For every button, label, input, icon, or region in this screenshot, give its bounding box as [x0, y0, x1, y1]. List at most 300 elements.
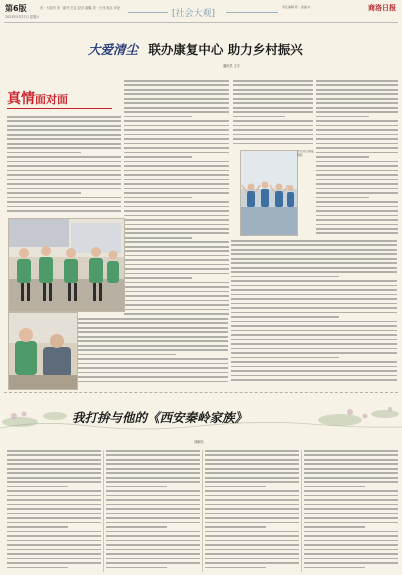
text-line — [316, 179, 398, 181]
text-line — [231, 267, 397, 269]
text-line — [316, 89, 398, 91]
text-line — [106, 540, 200, 542]
text-line — [124, 210, 229, 212]
text-line — [124, 206, 229, 208]
text-line — [124, 277, 192, 279]
text-line — [124, 295, 229, 297]
text-line — [304, 481, 398, 483]
text-line — [124, 228, 229, 230]
text-line — [7, 152, 81, 154]
text-line — [7, 522, 101, 524]
text-line — [231, 307, 397, 309]
text-line — [7, 540, 101, 542]
text-line — [106, 549, 200, 551]
text-line — [7, 495, 101, 497]
photo-volunteers-group — [8, 218, 125, 312]
text-line — [231, 325, 397, 327]
text-line — [106, 535, 200, 537]
text-line — [7, 472, 101, 474]
text-line — [106, 495, 200, 497]
header-rule-right — [226, 12, 278, 13]
photo-exercise-class — [240, 150, 298, 236]
text-line — [7, 486, 68, 488]
article1-col2 — [124, 80, 229, 320]
text-line — [124, 246, 229, 248]
text-line — [124, 219, 229, 221]
header-rule-left — [128, 12, 168, 13]
text-line — [78, 376, 228, 378]
text-line — [205, 562, 299, 564]
text-line — [78, 322, 228, 324]
text-line — [233, 116, 285, 118]
text-line — [233, 89, 313, 91]
article1-col4 — [316, 80, 398, 240]
text-line — [106, 490, 200, 492]
text-line — [106, 531, 200, 533]
text-line — [316, 125, 398, 127]
headline-text: 联办康复中心 助力乡村振兴 — [148, 42, 303, 57]
text-line — [124, 188, 229, 190]
text-line — [205, 459, 299, 461]
text-line — [304, 454, 398, 456]
text-line — [78, 318, 228, 320]
text-line — [231, 357, 339, 359]
text-line — [316, 219, 398, 221]
text-line — [106, 486, 167, 488]
text-line — [7, 201, 121, 203]
text-line — [7, 558, 101, 560]
text-line — [316, 102, 398, 104]
kicker-main: 真情 — [7, 91, 35, 107]
text-line — [124, 170, 229, 172]
text-line — [205, 508, 299, 510]
text-line — [78, 358, 228, 360]
text-line — [106, 517, 200, 519]
text-line — [124, 273, 229, 275]
text-line — [106, 499, 200, 501]
column-kicker — [7, 88, 68, 108]
text-line — [231, 258, 397, 260]
text-line — [7, 156, 121, 158]
text-line — [205, 535, 299, 537]
text-line — [231, 379, 397, 381]
photo-exercise-image — [241, 151, 297, 235]
text-line — [231, 366, 397, 368]
text-line — [231, 348, 397, 350]
article2-byline: 刘新民 — [194, 440, 204, 444]
text-line — [231, 316, 339, 318]
text-line — [233, 138, 313, 140]
text-line — [205, 567, 266, 569]
text-line — [316, 156, 369, 158]
text-line — [78, 381, 228, 383]
text-line — [233, 129, 313, 131]
text-line — [231, 303, 397, 305]
edition-list: 首 · 大周刊 首 · 副刊 关注 经济 融媒 首 · 大刊 视点 评论 — [40, 6, 120, 10]
page-header — [0, 0, 402, 28]
text-line — [7, 188, 121, 190]
article2-col2 — [106, 450, 200, 572]
text-line — [205, 504, 299, 506]
text-line — [231, 289, 397, 291]
text-line — [316, 138, 398, 140]
text-line — [7, 179, 121, 181]
text-line — [304, 477, 398, 479]
text-line — [78, 345, 228, 347]
text-line — [124, 232, 229, 234]
text-line — [231, 352, 397, 354]
text-line — [316, 116, 369, 118]
text-line — [304, 558, 398, 560]
text-line — [205, 463, 299, 465]
text-line — [106, 504, 200, 506]
text-line — [316, 111, 398, 113]
text-line — [7, 192, 81, 194]
text-line — [124, 179, 229, 181]
text-line — [205, 486, 266, 488]
text-line — [205, 468, 299, 470]
masthead-logo: 商洛日报 — [368, 3, 396, 12]
text-line — [316, 210, 398, 212]
text-line — [231, 343, 397, 345]
text-line — [7, 517, 101, 519]
text-line — [7, 138, 121, 140]
text-line — [316, 107, 398, 109]
text-line — [205, 450, 299, 452]
text-line — [78, 367, 228, 369]
text-line — [231, 330, 397, 332]
text-line — [7, 206, 121, 208]
text-line — [106, 562, 200, 564]
text-line — [231, 280, 397, 282]
text-line — [124, 152, 229, 154]
text-line — [231, 285, 397, 287]
text-line — [124, 161, 229, 163]
text-line — [7, 535, 101, 537]
text-line — [7, 197, 121, 199]
text-line — [316, 201, 398, 203]
text-line — [7, 143, 121, 145]
text-line — [78, 331, 228, 333]
text-line — [124, 259, 229, 261]
text-line — [304, 504, 398, 506]
text-line — [7, 174, 121, 176]
text-line — [233, 143, 313, 145]
page-number: 第6版 — [5, 4, 27, 13]
text-line — [78, 363, 228, 365]
text-line — [7, 183, 121, 185]
header-divider — [4, 22, 398, 23]
text-line — [316, 93, 398, 95]
text-line — [205, 544, 299, 546]
text-line — [304, 553, 398, 555]
text-line — [316, 170, 398, 172]
text-line — [304, 490, 398, 492]
text-line — [7, 477, 101, 479]
text-line — [124, 192, 229, 194]
text-line — [304, 472, 398, 474]
text-line — [233, 84, 313, 86]
text-line — [106, 567, 167, 569]
text-line — [316, 161, 398, 163]
text-line — [316, 183, 398, 185]
text-line — [78, 372, 228, 374]
text-line — [231, 375, 397, 377]
text-line — [7, 161, 121, 163]
text-line — [7, 134, 121, 136]
text-line — [231, 339, 397, 341]
text-line — [231, 271, 397, 273]
column-divider — [103, 450, 104, 572]
photo-elderly-patient — [8, 312, 78, 390]
text-line — [304, 522, 398, 524]
text-line — [78, 336, 228, 338]
text-line — [316, 232, 398, 234]
text-line — [7, 567, 68, 569]
text-line — [205, 531, 299, 533]
text-line — [316, 129, 398, 131]
photo-elderly-image — [9, 313, 77, 389]
text-line — [304, 531, 398, 533]
headline-brush-part: 大爱清尘 — [88, 42, 139, 57]
text-line — [205, 549, 299, 551]
text-line — [124, 111, 229, 113]
text-line — [205, 481, 299, 483]
text-line — [124, 93, 229, 95]
text-line — [304, 450, 398, 452]
text-line — [316, 215, 398, 217]
text-line — [124, 120, 229, 122]
kicker-rule — [7, 108, 112, 109]
text-line — [7, 450, 101, 452]
text-line — [316, 174, 398, 176]
text-line — [106, 463, 200, 465]
text-line — [316, 224, 398, 226]
text-line — [124, 291, 229, 293]
text-line — [304, 508, 398, 510]
text-line — [106, 481, 200, 483]
text-line — [124, 268, 229, 270]
text-line — [316, 197, 369, 199]
text-line — [316, 147, 398, 149]
text-line — [7, 490, 101, 492]
text-line — [124, 174, 229, 176]
text-line — [316, 80, 398, 82]
text-line — [106, 459, 200, 461]
text-line — [233, 93, 313, 95]
text-line — [7, 210, 121, 212]
text-line — [316, 228, 398, 230]
text-line — [231, 298, 397, 300]
text-line — [78, 327, 228, 329]
text-line — [304, 486, 365, 488]
text-line — [124, 224, 229, 226]
text-line — [304, 459, 398, 461]
text-line — [7, 116, 121, 118]
text-line — [231, 370, 397, 372]
text-line — [304, 540, 398, 542]
text-line — [205, 517, 299, 519]
text-line — [124, 313, 229, 315]
article1-byline: 通讯员 王宇 — [223, 64, 240, 68]
text-line — [124, 107, 229, 109]
text-line — [316, 192, 398, 194]
text-line — [106, 526, 167, 528]
text-line — [124, 237, 192, 239]
text-line — [124, 129, 229, 131]
text-line — [231, 312, 397, 314]
text-line — [124, 309, 229, 311]
text-line — [316, 84, 398, 86]
photo-volunteers-image — [9, 219, 124, 311]
text-line — [124, 143, 229, 145]
column-divider — [301, 450, 302, 572]
text-line — [7, 454, 101, 456]
text-line — [124, 286, 229, 288]
text-line — [316, 188, 398, 190]
text-line — [205, 454, 299, 456]
text-line — [124, 165, 229, 167]
text-line — [7, 508, 101, 510]
text-line — [205, 472, 299, 474]
text-line — [106, 468, 200, 470]
article1-col1-top — [7, 116, 121, 216]
article1-col3-top — [233, 80, 313, 150]
text-line — [7, 549, 101, 551]
text-line — [231, 253, 397, 255]
text-line — [106, 472, 200, 474]
article2-headline: 我打拚与他的《西安秦岭家族》 — [72, 410, 248, 425]
text-line — [304, 535, 398, 537]
text-line — [304, 526, 365, 528]
text-line — [231, 321, 397, 323]
text-line — [106, 477, 200, 479]
text-line — [78, 349, 228, 351]
text-line — [316, 98, 398, 100]
text-line — [231, 276, 339, 278]
text-line — [205, 477, 299, 479]
kicker-sub: 面对面 — [35, 93, 68, 106]
text-line — [205, 495, 299, 497]
article1-col3-bottom — [231, 240, 397, 388]
text-line — [231, 244, 397, 246]
text-line — [233, 111, 313, 113]
text-line — [7, 463, 101, 465]
text-line — [233, 102, 313, 104]
text-line — [124, 215, 229, 217]
text-line — [78, 340, 228, 342]
text-line — [106, 454, 200, 456]
text-line — [124, 84, 229, 86]
text-line — [233, 120, 313, 122]
text-line — [7, 526, 68, 528]
text-line — [304, 463, 398, 465]
text-line — [124, 116, 192, 118]
article2-col3 — [205, 450, 299, 572]
text-line — [124, 282, 229, 284]
text-line — [106, 450, 200, 452]
text-line — [7, 499, 101, 501]
text-line — [7, 468, 101, 470]
text-line — [316, 143, 398, 145]
text-line — [316, 152, 398, 154]
text-line — [233, 134, 313, 136]
text-line — [205, 553, 299, 555]
text-line — [124, 125, 229, 127]
text-line — [231, 294, 397, 296]
text-line — [316, 134, 398, 136]
editor-credit: 责任编辑 陈 · 美编 叶 — [282, 5, 311, 9]
text-line — [205, 499, 299, 501]
text-line — [124, 80, 229, 82]
text-line — [7, 553, 101, 555]
text-line — [231, 361, 397, 363]
text-line — [7, 513, 101, 515]
text-line — [205, 490, 299, 492]
text-line — [7, 129, 121, 131]
text-line — [231, 262, 397, 264]
text-line — [205, 522, 299, 524]
text-line — [106, 558, 200, 560]
text-line — [124, 300, 229, 302]
text-line — [124, 201, 229, 203]
text-line — [304, 567, 365, 569]
text-line — [7, 481, 101, 483]
text-line — [316, 206, 398, 208]
article1-headline — [88, 40, 303, 58]
text-line — [124, 250, 229, 252]
text-line — [124, 156, 192, 158]
text-line — [124, 197, 192, 199]
text-line — [205, 540, 299, 542]
text-line — [304, 468, 398, 470]
text-line — [106, 553, 200, 555]
article2-col4 — [304, 450, 398, 572]
text-line — [7, 125, 121, 127]
text-line — [304, 499, 398, 501]
text-line — [124, 241, 229, 243]
text-line — [124, 147, 229, 149]
text-line — [233, 107, 313, 109]
text-line — [7, 562, 101, 564]
text-line — [124, 183, 229, 185]
article2-col1 — [7, 450, 101, 572]
text-line — [124, 264, 229, 266]
article1-col-bottom — [78, 318, 228, 388]
column-divider — [202, 450, 203, 572]
text-line — [304, 544, 398, 546]
text-line — [316, 120, 398, 122]
text-line — [304, 562, 398, 564]
text-line — [7, 544, 101, 546]
text-line — [233, 80, 313, 82]
text-line — [205, 558, 299, 560]
text-line — [7, 120, 121, 122]
photo-caption: 学员进行康复锻炼 — [297, 150, 314, 157]
text-line — [231, 249, 397, 251]
text-line — [124, 89, 229, 91]
text-line — [304, 513, 398, 515]
text-line — [106, 522, 200, 524]
text-line — [7, 531, 101, 533]
text-line — [7, 170, 121, 172]
text-line — [7, 459, 101, 461]
text-line — [124, 134, 229, 136]
text-line — [304, 517, 398, 519]
issue-date: 2023年5月27日 星期六 — [5, 15, 40, 19]
text-line — [124, 255, 229, 257]
text-line — [7, 147, 121, 149]
